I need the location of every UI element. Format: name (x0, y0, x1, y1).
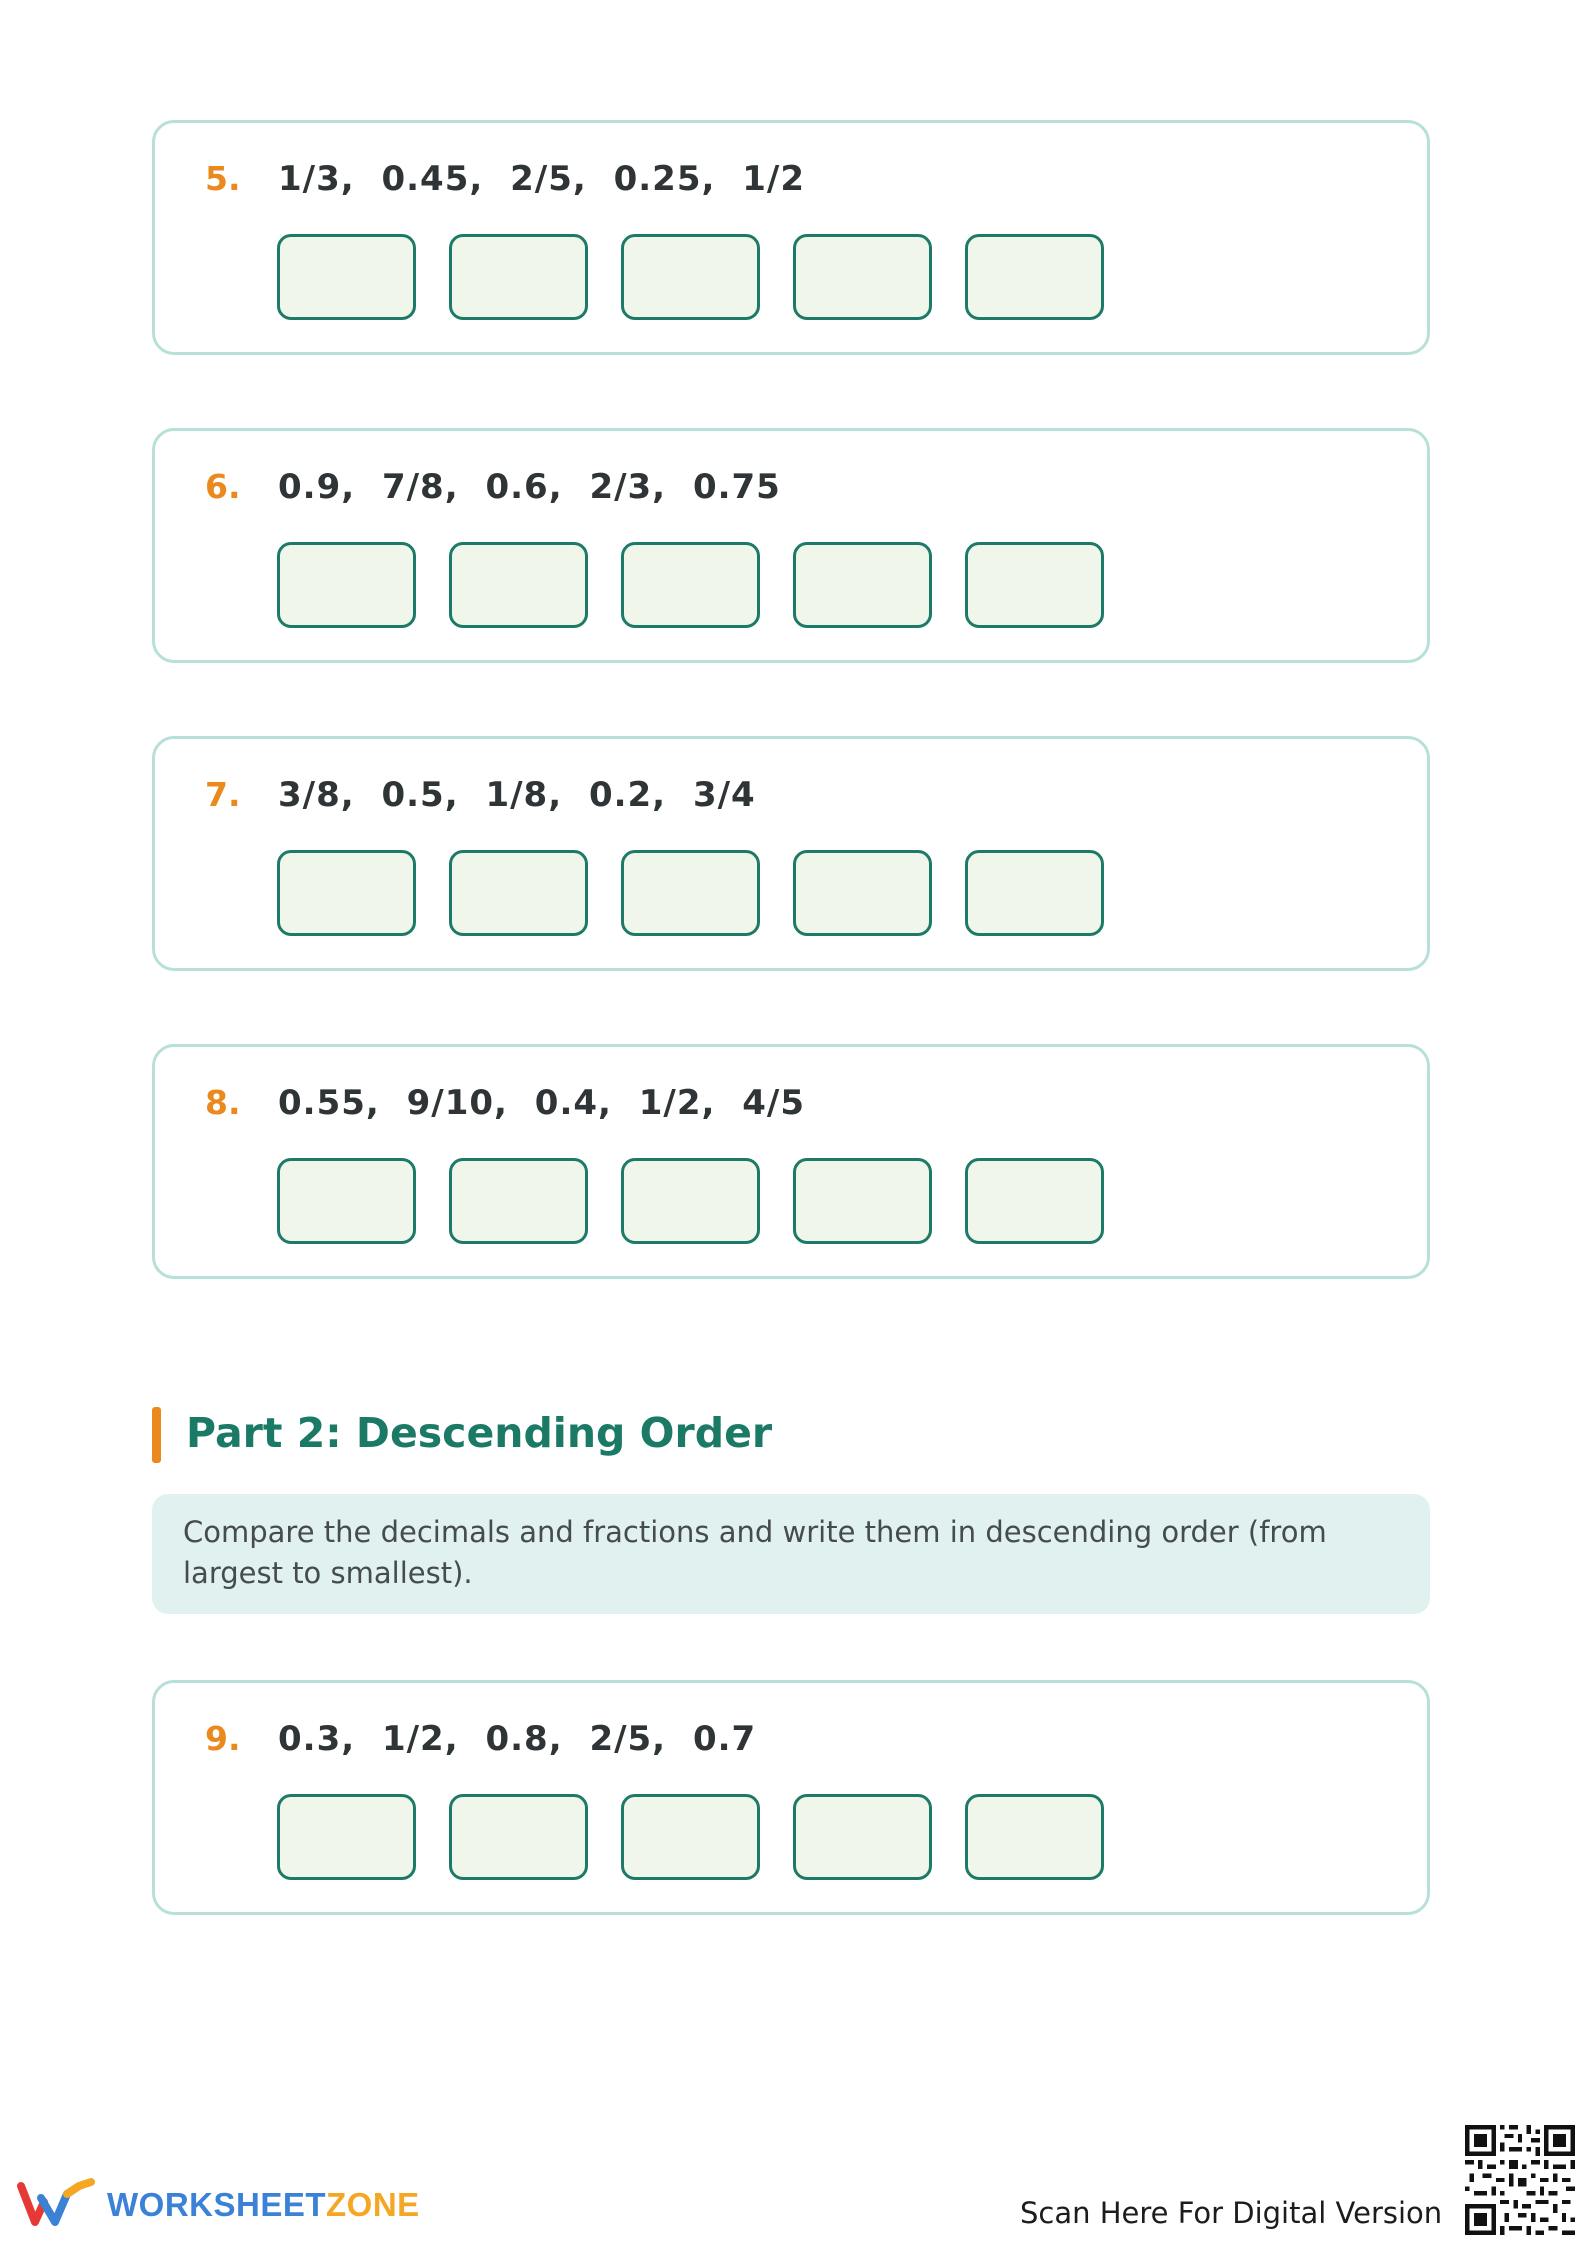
answer-box-3[interactable] (621, 850, 760, 936)
answer-box-5[interactable] (965, 850, 1104, 936)
problem-number: 6. (205, 467, 241, 506)
problem-number: 8. (205, 1083, 241, 1122)
problem-number: 7. (205, 775, 241, 814)
problem-card-9 (152, 1680, 1430, 1915)
answer-box-4[interactable] (793, 542, 932, 628)
problem-values: 0.3, 1/2, 0.8, 2/5, 0.7 (278, 1719, 757, 1759)
answer-box-3[interactable] (621, 1794, 760, 1880)
answer-box-5[interactable] (965, 1158, 1104, 1244)
logo-text-part1: WORKSHEET (107, 2186, 326, 2223)
instructions-text: Compare the decimals and fractions and write them in descending order (from largest to smallest). (183, 1515, 1327, 1590)
answer-box-1[interactable] (277, 1158, 416, 1244)
section-title-text: Part 2: Descending Order (186, 1409, 773, 1457)
answer-box-5[interactable] (965, 1794, 1104, 1880)
problem-card-8 (152, 1044, 1430, 1279)
logo-text-part2: ZONE (326, 2186, 420, 2223)
problem-card-7 (152, 736, 1430, 971)
answer-box-2[interactable] (449, 850, 588, 936)
scan-here-text: Scan Here For Digital Version (1020, 2196, 1443, 2230)
instructions-box (152, 1494, 1430, 1614)
problem-values: 3/8, 0.5, 1/8, 0.2, 3/4 (278, 775, 756, 815)
answer-box-4[interactable] (793, 1794, 932, 1880)
answer-box-5[interactable] (965, 234, 1104, 320)
problem-values: 1/3, 0.45, 2/5, 0.25, 1/2 (278, 159, 805, 199)
logo-w-icon (17, 2178, 97, 2228)
answer-box-2[interactable] (449, 234, 588, 320)
problem-card-6 (152, 428, 1430, 663)
answer-box-1[interactable] (277, 542, 416, 628)
answer-box-3[interactable] (621, 542, 760, 628)
answer-box-1[interactable] (277, 1794, 416, 1880)
problem-number: 5. (205, 159, 241, 198)
answer-box-3[interactable] (621, 234, 760, 320)
answer-box-5[interactable] (965, 542, 1104, 628)
answer-box-2[interactable] (449, 542, 588, 628)
problem-values: 0.9, 7/8, 0.6, 2/3, 0.75 (278, 467, 781, 507)
problem-card-5 (152, 120, 1430, 355)
answer-box-4[interactable] (793, 850, 932, 936)
answer-box-3[interactable] (621, 1158, 760, 1244)
answer-box-2[interactable] (449, 1158, 588, 1244)
answer-box-1[interactable] (277, 234, 416, 320)
problem-number: 9. (205, 1719, 241, 1758)
answer-box-1[interactable] (277, 850, 416, 936)
problem-values: 0.55, 9/10, 0.4, 1/2, 4/5 (278, 1083, 805, 1123)
answer-box-2[interactable] (449, 1794, 588, 1880)
answer-box-4[interactable] (793, 1158, 932, 1244)
answer-box-4[interactable] (793, 234, 932, 320)
qr-code-icon[interactable] (1465, 2125, 1575, 2235)
section-accent-bar (152, 1407, 161, 1463)
logo-text (107, 2186, 420, 2224)
